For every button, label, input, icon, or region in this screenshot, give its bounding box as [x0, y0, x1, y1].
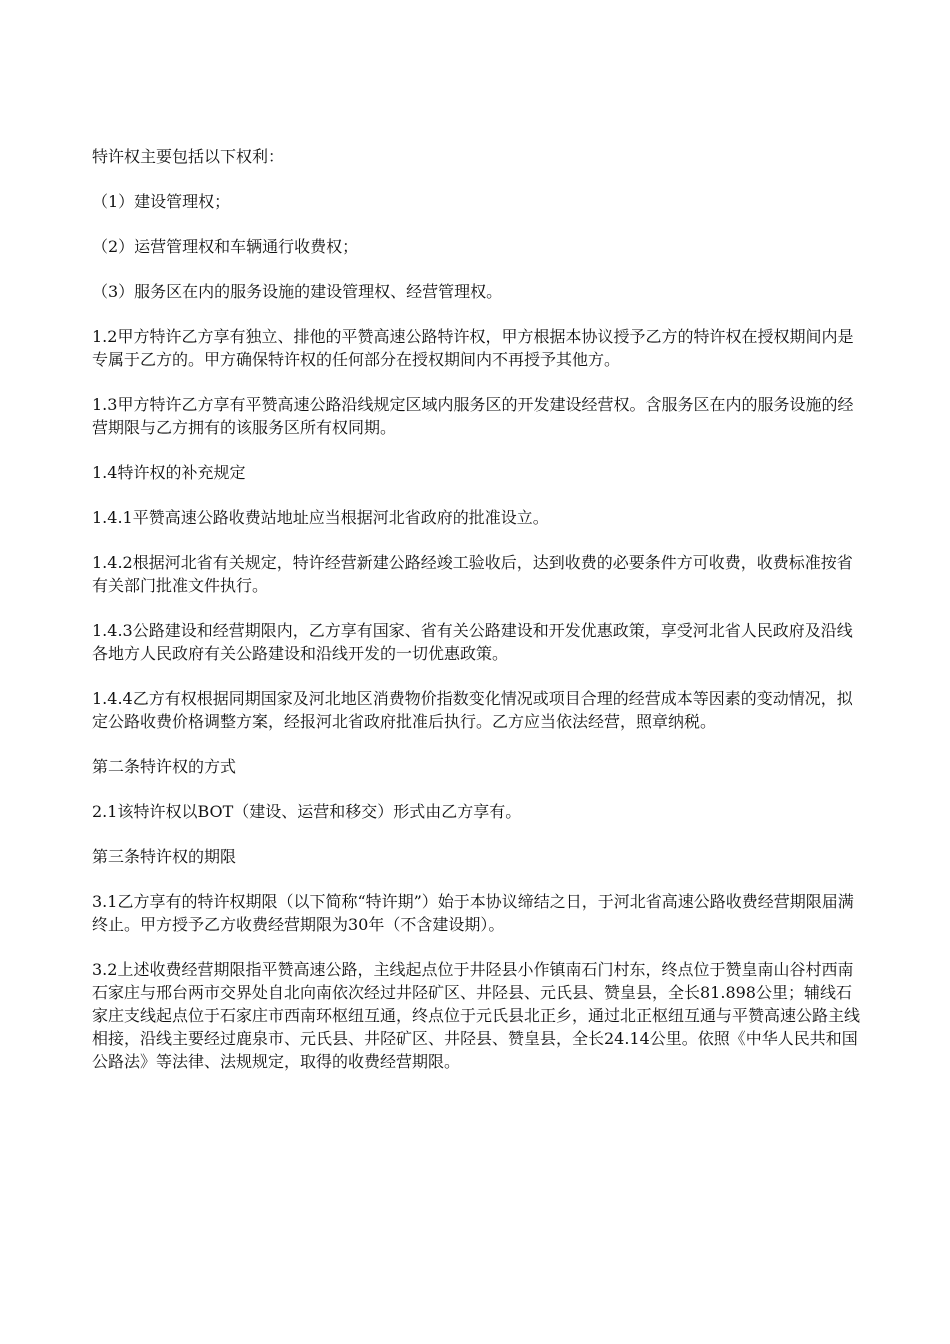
section-2-heading: 第二条特许权的方式 [92, 757, 237, 776]
paragraph-right-3: （3）服务区在内的服务设施的建设管理权、经营管理权。 [92, 282, 503, 301]
paragraph-1-4-1: 1.4.1平赞高速公路收费站地址应当根据河北省政府的批准设立。 [92, 508, 549, 527]
paragraph-1-2: 1.2甲方特许乙方享有独立、排他的平赞高速公路特许权，甲方根据本协议授予乙方的特许权在授权期间内是专属于乙方的。甲方确保特许权的任何部分在授权期间内不再授予其他方。 [92, 327, 854, 369]
paragraph-3-1: 3.1乙方享有的特许权期限（以下简称“特许期”）始于本协议缔结之日，于河北省高速公路收费经营期限届满终止。甲方授予乙方收费经营期限为30年（不含建设期）。 [92, 892, 854, 934]
document-body [92, 145, 862, 1095]
paragraph-3-2: 3.2上述收费经营期限指平赞高速公路，主线起点位于井陉县小作镇南石门村东，终点位于赞皇南山谷村西南石家庄与邢台两市交界处自北向南依次经过井陉矿区、井陉县、元氏县、赞皇县，全长81.898公里；辅线石家庄支线起点位于石家庄市西南环枢纽互通，终点位于元氏县北正乡，通过北正枢纽互通与平赞高速公路主线相接，沿线主要经过鹿泉市、元氏县、井陉矿区、井陉县、赞皇县，全长24.14公里。依照《中华人民共和国公路法》等法律、法规规定，取得的收费经营期限。 [92, 960, 861, 1071]
paragraph-2-1: 2.1该特许权以BOT（建设、运营和移交）形式由乙方享有。 [92, 802, 522, 821]
section-3-heading: 第三条特许权的期限 [92, 847, 237, 866]
paragraph-1-3: 1.3甲方特许乙方享有平赞高速公路沿线规定区域内服务区的开发建设经营权。含服务区在内的服务设施的经营期限与乙方拥有的该服务区所有权同期。 [92, 395, 854, 437]
paragraph-right-1: （1）建设管理权； [92, 192, 231, 211]
paragraph-1-4-3: 1.4.3公路建设和经营期限内，乙方享有国家、省有关公路建设和开发优惠政策，享受河北省人民政府及沿线各地方人民政府有关公路建设和沿线开发的一切优惠政策。 [92, 621, 853, 663]
paragraph-1-4-heading: 1.4特许权的补充规定 [92, 463, 246, 482]
paragraph-1-4-2: 1.4.2根据河北省有关规定，特许经营新建公路经竣工验收后，达到收费的必要条件方可收费，收费标准按省有关部门批准文件执行。 [92, 553, 853, 595]
paragraph-rights-intro: 特许权主要包括以下权利： [92, 147, 285, 166]
paragraph-right-2: （2）运营管理权和车辆通行收费权； [92, 237, 359, 256]
paragraph-1-4-4: 1.4.4乙方有权根据同期国家及河北地区消费物价指数变化情况或项目合理的经营成本等因素的变动情况，拟定公路收费价格调整方案，经报河北省政府批准后执行。乙方应当依法经营，照章纳税。 [92, 689, 853, 731]
